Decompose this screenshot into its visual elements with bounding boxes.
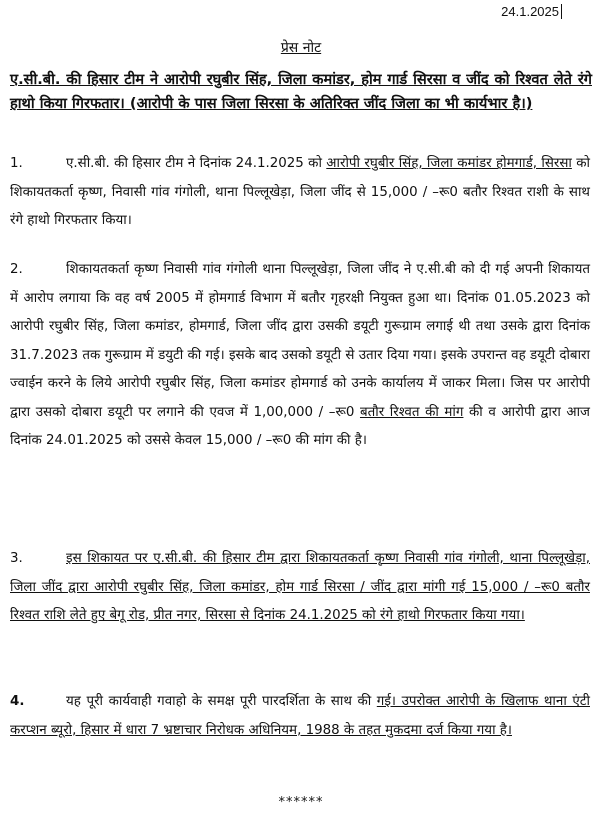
paragraph-3	[10, 545, 590, 631]
date: 24.1.2025	[501, 4, 562, 19]
paragraph-text: ए.सी.बी. की हिसार टीम ने दिनांक 24.1.2025 को	[66, 156, 327, 171]
paragraph-underlined-text: इस शिकायत पर ए.सी.बी. की हिसार टीम द्वारा शिकायतकर्ता कृष्ण निवासी गांव गंगोली, थाना पिल्लूखेड़ा, जिला जींद द्वारा आरोपी रघुबीर सिंह, जिला कमांडर, होम गार्ड सिरसा / जींद द्वारा मांगी गई 15,000 / –रू0 बतौर रिश्वत राशि लेते हुए बेगू रोड, प्रीत नगर, सिरसा से दिनांक 24.1.2025 को रंगे हाथो गिरफतार किया गया।	[10, 551, 590, 623]
paragraph-underlined-text: आरोपी रघुबीर सिंह, जिला कमांडर होमगार्ड, सिरसा	[326, 156, 572, 171]
paragraph-1	[10, 150, 590, 236]
paragraph-4	[10, 688, 590, 745]
paragraph-text: शिकायतकर्ता कृष्ण निवासी गांव गंगोली थाना पिल्लूखेड़ा, जिला जींद ने ए.सी.बी को दी गई अपनी शिकायत में आरोप लगाया कि वह वर्ष 2005 में होमगार्ड विभाग में बतौर गृहरक्षी नियुक्त हुआ था। दिनांक 01.05.2023 को आरोपी रघुबीर सिंह, जिला कमांडर, होमगार्ड, जिला जींद द्वारा उसकी डयूटी गुरूग्राम लगाई थी तथा उसके द्वारा दिनांक 31.7.2023 तक गुरूग्राम में डयुटी की गई। इसके बाद उसको डयूटी से उतार दिया गया। इसके उपरान्त वह डयूटी दोबारा ज्वाईन करने के लिये आरोपी रघुबीर सिंह, जिला कमांडर होमगार्ड को उनके कार्यालय में जाकर मिला। जिस पर आरोपी द्वारा उसको दोबारा डयूटी पर लगाने की एवज में 1,00,000 / –रू0	[10, 262, 590, 420]
paragraph-underlined-text: बतौर रिश्वत की मांग	[359, 404, 464, 420]
page-title: प्रेस नोट	[280, 40, 322, 56]
paragraph-number: 2.	[10, 262, 23, 277]
paragraph-2	[10, 256, 590, 456]
paragraph-number: 1.	[10, 156, 23, 171]
paragraph-number: 4.	[10, 694, 25, 709]
paragraph-text: को शिकायतकर्ता कृष्ण, निवासी गांव गंगोली, थाना पिल्लूखेड़ा, जिला जींद से 15,000 / –रू0 बतौर रिश्वत राशी के साथ रंगे हाथो गिरफतार किया।	[10, 156, 590, 228]
paragraph-number: 3.	[10, 551, 23, 566]
paragraph-underlined-text: गई। उपरोक्त आरोपी के खिलाफ थाना एंटी करप्शन ब्यूरो, हिसार में धारा 7 भ्रष्टाचार निरोधक अधिनियम, 1988 के तहत मुकदमा दर्ज किया गया है।	[10, 694, 590, 738]
end-marker: ******	[278, 795, 324, 810]
paragraph-text: की व आरोपी द्वारा आज दिनांक 24.01.2025 को उससे केवल 15,000 / –रू0 की मांग की है।	[10, 404, 590, 448]
headline: ए.सी.बी. की हिसार टीम ने आरोपी रघुबीर सिंह, जिला कमांडर, होम गार्ड सिरसा व जींद को रिश्वत लेते रंगे हाथो किया गिरफतार। (आरोपी के पास जिला सिरसा के अतिरिक्त जींद जिला का भी कार्यभार है।)	[10, 71, 592, 112]
paragraph-text: यह पूरी कार्यवाही गवाहो के समक्ष पूरी पारदर्शिता के साथ की	[66, 694, 377, 709]
